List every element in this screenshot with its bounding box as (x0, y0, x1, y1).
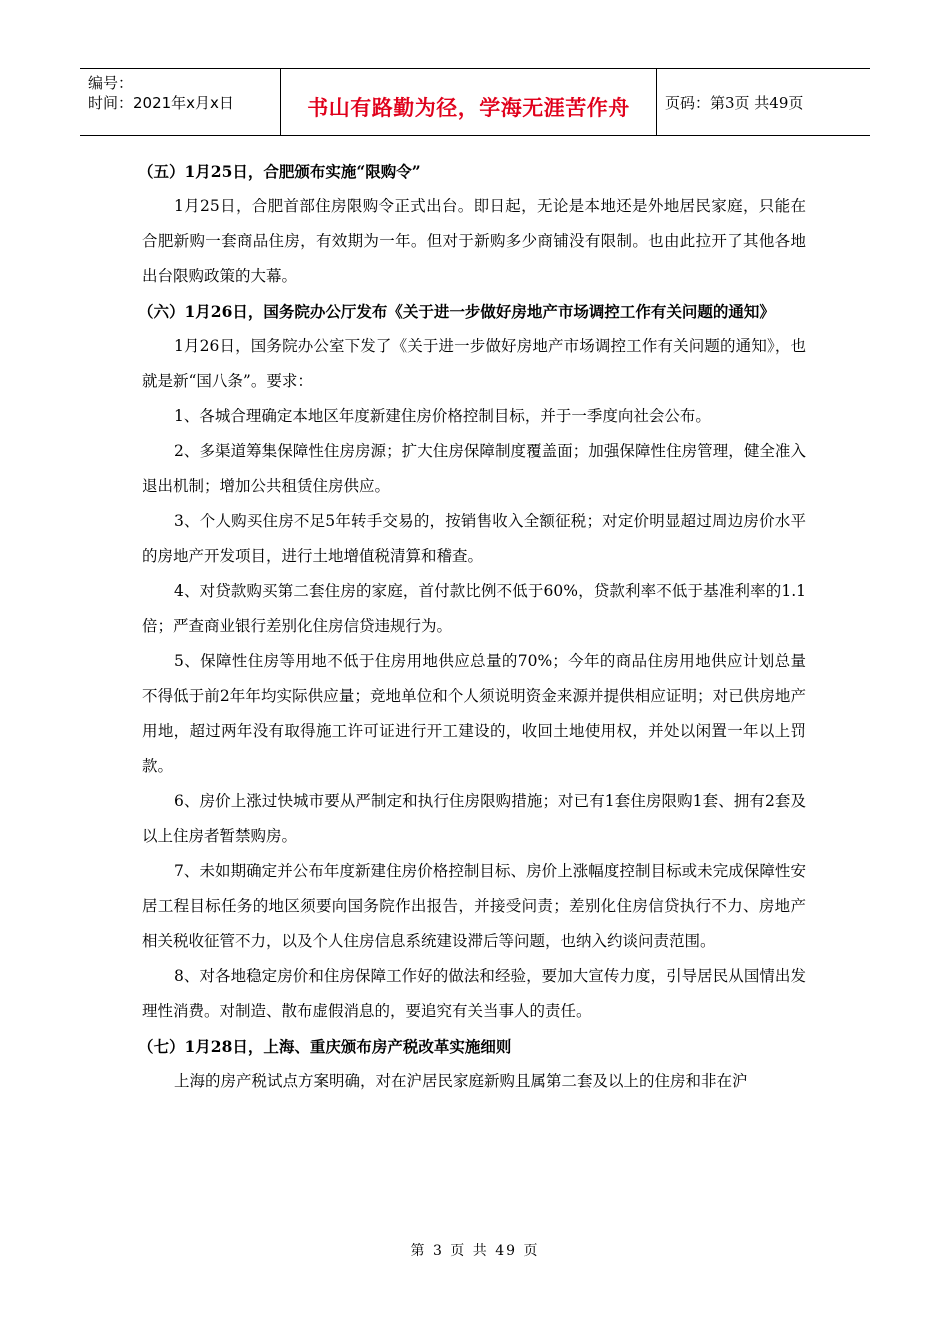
list-item: 6、房价上涨过快城市要从严制定和执行住房限购措施；对已有1套住房限购1套、拥有2套及以上住房者暂禁购房。 (142, 792, 806, 845)
header-motto-cell (281, 69, 657, 135)
section-heading-6: （六）1月26日，国务院办公厅发布《关于进一步做好房地产市场调控工作有关问题的通知》 (138, 302, 775, 321)
section-heading-5: （五）1月25日，合肥颁布实施“限购令” (138, 162, 421, 181)
section-paragraph-6: 1月26日，国务院办公室下发了《关于进一步做好房地产市场调控工作有关问题的通知》，也就是新“国八条”。要求： (142, 337, 806, 390)
list-item: 2、多渠道筹集保障性住房房源；扩大住房保障制度覆盖面；加强保障性住房管理，健全准入退出机制；增加公共租赁住房供应。 (142, 442, 806, 495)
header-meta-cell (80, 69, 281, 135)
list-item: 4、对贷款购买第二套住房的家庭，首付款比例不低于60%，贷款利率不低于基准利率的1.1倍；严查商业银行差别化住房信贷违规行为。 (142, 582, 806, 635)
list-item: 3、个人购买住房不足5年转手交易的，按销售收入全额征税；对定价明显超过周边房价水平的房地产开发项目，进行土地增值税清算和稽查。 (142, 512, 806, 565)
header-table (80, 68, 870, 136)
header-page-info: 页码：第3页 共49页 (665, 93, 804, 112)
list-item: 7、未如期确定并公布年度新建住房价格控制目标、房价上涨幅度控制目标或未完成保障性安居工程目标任务的地区须要向国务院作出报告，并接受问责；差别化住房信贷执行不力、房地产相关税收征管不力，以及个人住房信息系统建设滞后等问题，也纳入约谈问责范围。 (142, 862, 806, 950)
document-number-label: 编号： (88, 74, 134, 92)
list-item: 1、各城合理确定本地区年度新建住房价格控制目标，并于一季度向社会公布。 (174, 407, 711, 425)
section-heading-7: （七）1月28日，上海、重庆颁布房产税改革实施细则 (138, 1037, 512, 1056)
page-footer (0, 1240, 950, 1260)
list-item: 5、保障性住房等用地不低于住房用地供应总量的70%；今年的商品住房用地供应计划总量不得低于前2年年均实际供应量；竞地单位和个人须说明资金来源并提供相应证明；对已供房地产用地，超过两年没有取得施工许可证进行开工建设的，收回土地使用权，并处以闲置一年以上罚款。 (142, 652, 806, 775)
document-body (138, 154, 806, 1099)
header-page-cell (657, 69, 870, 135)
footer-page-number: 第 3 页 共 49 页 (410, 1243, 540, 1259)
section-paragraph-5: 1月25日，合肥首部住房限购令正式出台。即日起，无论是本地还是外地居民家庭，只能在合肥新购一套商品住房，有效期为一年。但对于新购多少商铺没有限制。也由此拉开了其他各地出台限购政策的大幕。 (142, 197, 806, 285)
header-motto: 书山有路勤为径，学海无涯苦作舟 (307, 96, 630, 120)
document-time-label: 时间：2021年x月x日 (88, 94, 234, 112)
list-item: 8、对各地稳定房价和住房保障工作好的做法和经验，要加大宣传力度，引导居民从国情出发理性消费。对制造、散布虚假消息的，要追究有关当事人的责任。 (142, 967, 806, 1020)
section-paragraph-7: 上海的房产税试点方案明确，对在沪居民家庭新购且属第二套及以上的住房和非在沪 (174, 1072, 748, 1090)
